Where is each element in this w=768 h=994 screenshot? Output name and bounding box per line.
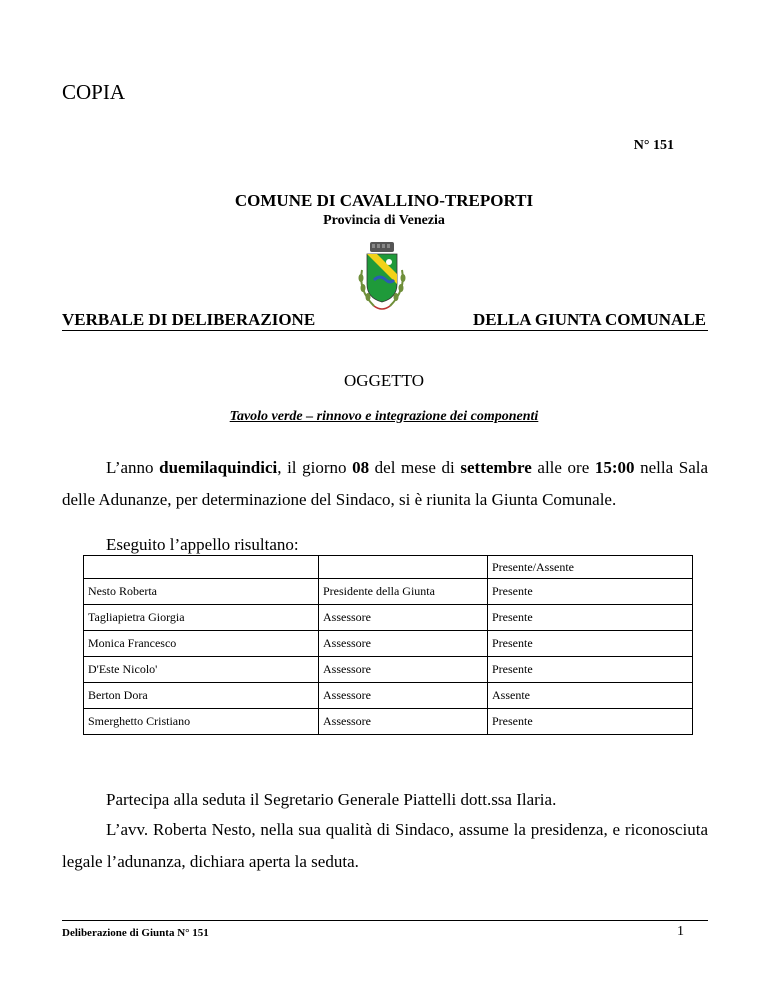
member-status: Assente: [488, 683, 693, 709]
member-role: Assessore: [319, 709, 488, 735]
member-name: D'Este Nicolo': [84, 657, 319, 683]
copy-label: COPIA: [62, 80, 126, 104]
table-row: [84, 709, 693, 735]
municipal-coat-of-arms-icon: [354, 240, 410, 318]
member-status: Presente: [488, 657, 693, 683]
time-value: 15:00: [594, 458, 635, 477]
verbale-title-right: DELLA GIUNTA COMUNALE: [473, 310, 706, 329]
member-name: Tagliapietra Giorgia: [84, 605, 319, 631]
member-name: Smerghetto Cristiano: [84, 709, 319, 735]
table-row: [84, 657, 693, 683]
member-role: Assessore: [319, 631, 488, 657]
member-status: Presente: [488, 605, 693, 631]
table-row: [84, 683, 693, 709]
member-status: Presente: [488, 579, 693, 605]
member-status: Presente: [488, 631, 693, 657]
table-row: [84, 631, 693, 657]
member-name: Monica Francesco: [84, 631, 319, 657]
attendance-table: [83, 555, 693, 735]
table-header-status: Presente/Assente: [488, 556, 693, 579]
deliberation-number: N° 151: [633, 138, 674, 153]
presidency-paragraph: L’avv. Roberta Nesto, nella sua qualità di Sindaco, assume la presidenza, e riconosciuta legale l’adunanza, dichiara aperta la seduta.: [62, 820, 708, 871]
subject-label: OGGETTO: [344, 371, 424, 390]
verbale-title-left: VERBALE DI DELIBERAZIONE: [62, 310, 316, 329]
member-role: Assessore: [319, 605, 488, 631]
day-value: 08: [352, 458, 370, 477]
page-number: 1: [677, 924, 684, 939]
province-name: Provincia di Venezia: [323, 213, 445, 228]
member-role: Assessore: [319, 683, 488, 709]
year-value: duemilaquindici: [159, 458, 278, 477]
table-row: [84, 605, 693, 631]
secretary-paragraph: Partecipa alla seduta il Segretario Generale Piattelli dott.ssa Ilaria.: [106, 790, 557, 809]
table-header-row: [84, 556, 693, 579]
member-name: Nesto Roberta: [84, 579, 319, 605]
footer-divider: [62, 920, 708, 921]
member-role: Assessore: [319, 657, 488, 683]
subject-text: Tavolo verde – rinnovo e integrazione dei componenti: [229, 409, 539, 424]
roll-call-label: Eseguito l’appello risultano:: [106, 535, 299, 554]
header-divider: [62, 330, 708, 331]
intro-paragraph: L’anno duemilaquindici, il giorno 08 del mese di settembre alle ore 15:00 nella Sala delle Adunanze, per determinazione del Sindaco, si è riunita la Giunta Comunale.: [62, 458, 709, 509]
table-row: [84, 579, 693, 605]
member-name: Berton Dora: [84, 683, 319, 709]
member-status: Presente: [488, 709, 693, 735]
month-value: settembre: [460, 458, 532, 477]
municipality-name: COMUNE DI CAVALLINO-TREPORTI: [234, 191, 534, 210]
footer-deliberation-ref: Deliberazione di Giunta N° 151: [62, 927, 209, 939]
member-role: Presidente della Giunta: [319, 579, 488, 605]
